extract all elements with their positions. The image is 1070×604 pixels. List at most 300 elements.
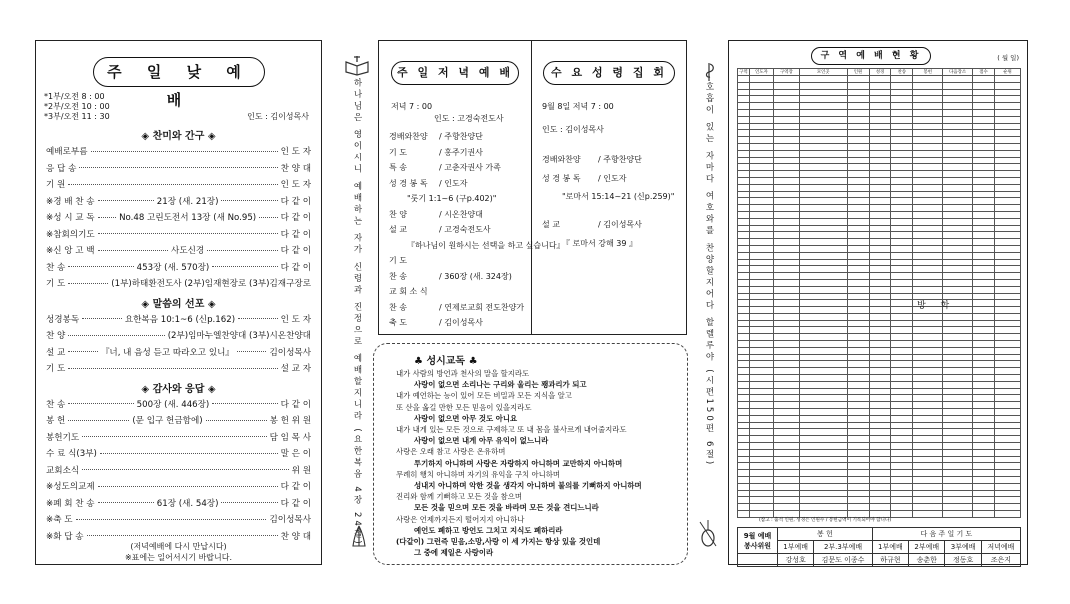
district-cell bbox=[913, 368, 943, 375]
district-cell bbox=[995, 218, 1021, 225]
district-cell bbox=[869, 490, 891, 497]
responsive-line: 무례히 행치 아니하며 자기의 유익을 구치 아니하며 bbox=[396, 469, 561, 479]
district-cell bbox=[749, 483, 773, 490]
program-person: 다 같 이 bbox=[280, 262, 311, 273]
district-cell bbox=[913, 252, 943, 259]
program-row bbox=[46, 144, 311, 158]
district-cell bbox=[913, 347, 943, 354]
district-cell bbox=[891, 395, 913, 402]
district-cell bbox=[913, 164, 943, 171]
district-cell bbox=[973, 157, 995, 164]
district-cell bbox=[891, 456, 913, 463]
district-cell bbox=[995, 497, 1021, 504]
district-cell bbox=[738, 218, 750, 225]
district-cell bbox=[891, 300, 913, 307]
district-cell bbox=[973, 273, 995, 280]
district-cell bbox=[943, 103, 973, 110]
district-cell bbox=[749, 218, 773, 225]
district-cell bbox=[738, 245, 750, 252]
district-row bbox=[738, 171, 1021, 178]
leader-dots bbox=[68, 283, 108, 284]
district-cell bbox=[799, 259, 847, 266]
district-cell bbox=[773, 422, 799, 429]
district-cell bbox=[943, 361, 973, 368]
district-cell bbox=[891, 96, 913, 103]
district-row bbox=[738, 198, 1021, 205]
district-header: 봉헌 bbox=[913, 69, 943, 76]
district-cell bbox=[973, 483, 995, 490]
district-cell bbox=[799, 191, 847, 198]
district-cell bbox=[773, 96, 799, 103]
district-row bbox=[738, 96, 1021, 103]
district-cell bbox=[799, 483, 847, 490]
district-cell bbox=[913, 232, 943, 239]
district-cell bbox=[913, 381, 943, 388]
district-cell bbox=[773, 497, 799, 504]
district-cell bbox=[749, 320, 773, 327]
district-cell bbox=[869, 76, 891, 83]
district-row bbox=[738, 375, 1021, 382]
district-cell bbox=[799, 89, 847, 96]
district-cell bbox=[773, 456, 799, 463]
district-cell bbox=[995, 320, 1021, 327]
district-cell bbox=[943, 313, 973, 320]
district-cell bbox=[847, 232, 869, 239]
program-row bbox=[46, 430, 311, 444]
district-cell bbox=[799, 334, 847, 341]
program-label: 찬 송 bbox=[46, 262, 66, 273]
district-cell bbox=[973, 259, 995, 266]
district-cell bbox=[913, 177, 943, 184]
district-cell bbox=[973, 477, 995, 484]
district-cell bbox=[847, 82, 869, 89]
program-detail: No.48 고린도전서 13장 (새 No.95) bbox=[119, 213, 257, 223]
district-cell bbox=[891, 504, 913, 511]
district-cell bbox=[749, 300, 773, 307]
program-label: 기 도 bbox=[46, 364, 66, 374]
sunday-footer-1: (저녁예배에 다시 만납시다) bbox=[130, 542, 227, 551]
district-cell bbox=[738, 232, 750, 239]
district-cell bbox=[973, 409, 995, 416]
district-cell bbox=[943, 341, 973, 348]
district-cell bbox=[973, 327, 995, 334]
district-row bbox=[738, 266, 1021, 273]
district-cell bbox=[799, 368, 847, 375]
district-row bbox=[738, 409, 1021, 416]
program-person: 봉 헌 위 원 bbox=[269, 416, 311, 426]
district-cell bbox=[943, 327, 973, 334]
district-cell bbox=[973, 368, 995, 375]
district-cell bbox=[943, 470, 973, 477]
district-row bbox=[738, 164, 1021, 171]
district-cell bbox=[891, 341, 913, 348]
district-cell bbox=[913, 225, 943, 232]
district-cell bbox=[995, 293, 1021, 300]
district-row bbox=[738, 361, 1021, 368]
district-cell bbox=[891, 109, 913, 116]
district-cell bbox=[891, 429, 913, 436]
district-row bbox=[738, 143, 1021, 150]
program-person: 다 같 이 bbox=[280, 196, 312, 207]
district-cell bbox=[995, 347, 1021, 354]
district-row bbox=[738, 123, 1021, 130]
district-cell bbox=[891, 361, 913, 368]
district-cell bbox=[847, 381, 869, 388]
district-cell bbox=[943, 245, 973, 252]
leader-dots bbox=[68, 351, 97, 352]
district-row bbox=[738, 205, 1021, 212]
district-cell bbox=[749, 463, 773, 470]
district-cell bbox=[973, 184, 995, 191]
district-header: 점수 bbox=[973, 69, 995, 76]
program-person: 다 같 이 bbox=[280, 213, 312, 223]
district-cell bbox=[749, 368, 773, 375]
district-cell bbox=[973, 76, 995, 83]
district-cell bbox=[943, 205, 973, 212]
district-cell bbox=[973, 449, 995, 456]
district-cell bbox=[869, 361, 891, 368]
district-cell bbox=[869, 375, 891, 382]
district-cell bbox=[891, 368, 913, 375]
district-cell bbox=[738, 137, 750, 144]
responsive-line: 예언도 폐하고 방언도 그치고 지식도 폐하리라 bbox=[414, 525, 563, 535]
district-cell bbox=[799, 347, 847, 354]
program-label: ※성 시 교 독 bbox=[46, 213, 95, 223]
program-row bbox=[46, 361, 311, 375]
district-cell bbox=[869, 477, 891, 484]
district-cell bbox=[943, 252, 973, 259]
district-cell bbox=[913, 157, 943, 164]
district-cell bbox=[749, 395, 773, 402]
volunteer-name: 송춘한 bbox=[909, 554, 945, 567]
district-cell bbox=[847, 273, 869, 280]
district-cell bbox=[869, 320, 891, 327]
district-cell bbox=[973, 490, 995, 497]
district-cell bbox=[943, 402, 973, 409]
district-cell bbox=[973, 205, 995, 212]
district-cell bbox=[973, 109, 995, 116]
evening-value: / 연제로교회 전도찬양가 bbox=[439, 302, 525, 312]
district-cell bbox=[913, 191, 943, 198]
district-cell bbox=[913, 313, 943, 320]
district-cell bbox=[973, 402, 995, 409]
district-cell bbox=[913, 143, 943, 150]
district-cell bbox=[847, 177, 869, 184]
section-heading: ◈ 말씀의 선포 ◈ bbox=[141, 298, 216, 310]
district-cell bbox=[749, 116, 773, 123]
program-detail: 요한복음 10:1~6 (신p.162) bbox=[124, 314, 236, 325]
district-cell bbox=[913, 116, 943, 123]
district-cell bbox=[738, 429, 750, 436]
district-cell bbox=[913, 218, 943, 225]
wednesday-row bbox=[542, 191, 674, 202]
district-cell bbox=[973, 334, 995, 341]
district-row bbox=[738, 341, 1021, 348]
district-cell bbox=[847, 89, 869, 96]
district-cell bbox=[799, 252, 847, 259]
district-cell bbox=[773, 198, 799, 205]
volunteer-name: 강성호 bbox=[778, 554, 814, 567]
district-cell bbox=[773, 109, 799, 116]
district-cell bbox=[995, 82, 1021, 89]
district-cell bbox=[738, 483, 750, 490]
district-cell bbox=[913, 211, 943, 218]
district-cell bbox=[847, 103, 869, 110]
district-cell bbox=[847, 341, 869, 348]
district-cell bbox=[995, 198, 1021, 205]
district-cell bbox=[913, 422, 943, 429]
district-cell bbox=[913, 89, 943, 96]
district-cell bbox=[913, 415, 943, 422]
district-cell bbox=[891, 245, 913, 252]
district-cell bbox=[973, 347, 995, 354]
program-person: 김이성목사 bbox=[269, 347, 311, 358]
evening-value: / 360장 (새. 324장) bbox=[439, 271, 512, 281]
district-cell bbox=[799, 239, 847, 246]
district-cell bbox=[891, 490, 913, 497]
district-cell bbox=[869, 259, 891, 266]
district-cell bbox=[943, 225, 973, 232]
district-cell bbox=[891, 211, 913, 218]
district-cell bbox=[799, 266, 847, 273]
service-time-1: *1부/오전 8 : 00 bbox=[44, 92, 105, 101]
district-row bbox=[738, 381, 1021, 388]
district-cell bbox=[943, 429, 973, 436]
district-cell bbox=[847, 150, 869, 157]
program-person: 다 같 이 bbox=[280, 246, 312, 256]
district-row bbox=[738, 82, 1021, 89]
district-cell bbox=[749, 422, 773, 429]
program-row bbox=[46, 227, 311, 241]
district-cell bbox=[869, 177, 891, 184]
violin-icon bbox=[696, 518, 720, 548]
volunteer-col-head: 1부예배 bbox=[872, 541, 908, 554]
district-cell bbox=[749, 157, 773, 164]
leader-dots bbox=[238, 318, 278, 319]
district-cell bbox=[943, 415, 973, 422]
district-cell bbox=[847, 123, 869, 130]
district-cell bbox=[847, 286, 869, 293]
district-cell bbox=[749, 354, 773, 361]
district-cell bbox=[891, 137, 913, 144]
district-cell bbox=[847, 239, 869, 246]
district-cell bbox=[891, 205, 913, 212]
volunteer-label-blank bbox=[738, 554, 778, 567]
district-cell bbox=[913, 456, 943, 463]
district-cell bbox=[738, 279, 750, 286]
program-row bbox=[46, 463, 311, 477]
district-cell bbox=[773, 470, 799, 477]
district-cell bbox=[913, 171, 943, 178]
district-cell bbox=[799, 388, 847, 395]
program-label: 성경봉독 bbox=[46, 314, 80, 325]
district-cell bbox=[738, 266, 750, 273]
district-cell bbox=[943, 409, 973, 416]
district-cell bbox=[738, 259, 750, 266]
evening-value: / 시온찬양대 bbox=[439, 209, 483, 219]
district-cell bbox=[738, 443, 750, 450]
district-row bbox=[738, 443, 1021, 450]
district-cell bbox=[869, 96, 891, 103]
district-cell bbox=[913, 266, 943, 273]
district-cell bbox=[943, 76, 973, 83]
volunteer-name: 김문도 이종수 bbox=[814, 554, 872, 567]
district-table bbox=[737, 68, 1021, 518]
district-cell bbox=[973, 300, 995, 307]
district-cell bbox=[913, 76, 943, 83]
district-cell bbox=[973, 116, 995, 123]
district-cell bbox=[869, 347, 891, 354]
district-cell bbox=[869, 211, 891, 218]
district-cell bbox=[869, 82, 891, 89]
district-cell bbox=[913, 130, 943, 137]
district-cell bbox=[847, 361, 869, 368]
district-cell bbox=[749, 76, 773, 83]
district-cell bbox=[847, 211, 869, 218]
program-row bbox=[46, 397, 311, 411]
district-cell bbox=[749, 150, 773, 157]
district-cell bbox=[973, 415, 995, 422]
district-cell bbox=[913, 511, 943, 518]
district-cell bbox=[943, 164, 973, 171]
district-cell bbox=[995, 171, 1021, 178]
district-cell bbox=[738, 150, 750, 157]
responsive-reading-panel bbox=[373, 343, 688, 565]
district-cell bbox=[799, 171, 847, 178]
district-cell bbox=[973, 211, 995, 218]
program-label: 교회소식 bbox=[46, 465, 80, 476]
district-cell bbox=[869, 293, 891, 300]
district-row bbox=[738, 347, 1021, 354]
program-detail: (1부)하태환전도사 (2부)임재현장로 (3부)김재구장로 bbox=[111, 279, 311, 289]
district-cell bbox=[738, 252, 750, 259]
program-row bbox=[46, 446, 311, 460]
program-row bbox=[46, 496, 311, 510]
wednesday-label: 성 경 봉 독 bbox=[542, 174, 581, 183]
district-cell bbox=[891, 449, 913, 456]
district-cell bbox=[773, 504, 799, 511]
district-cell bbox=[973, 436, 995, 443]
district-cell bbox=[995, 89, 1021, 96]
district-cell bbox=[847, 218, 869, 225]
evening-row bbox=[389, 302, 524, 313]
district-cell bbox=[869, 150, 891, 157]
district-cell bbox=[799, 279, 847, 286]
responsive-line: 또 산을 옮길 만한 모든 믿음이 있을지라도 bbox=[396, 402, 532, 412]
district-cell bbox=[943, 456, 973, 463]
volunteer-col-head: 2부예배 bbox=[909, 541, 945, 554]
district-cell bbox=[749, 239, 773, 246]
district-row bbox=[738, 225, 1021, 232]
district-cell bbox=[891, 279, 913, 286]
district-cell bbox=[995, 381, 1021, 388]
district-cell bbox=[773, 341, 799, 348]
district-cell bbox=[773, 429, 799, 436]
district-cell bbox=[869, 429, 891, 436]
district-cell bbox=[869, 504, 891, 511]
district-cell bbox=[738, 225, 750, 232]
district-cell bbox=[973, 177, 995, 184]
district-row bbox=[738, 354, 1021, 361]
district-cell bbox=[749, 211, 773, 218]
district-cell bbox=[749, 286, 773, 293]
section-heading: ◈ 감사와 응답 ◈ bbox=[141, 383, 216, 395]
district-cell bbox=[847, 320, 869, 327]
district-date: ( 월 일) bbox=[997, 54, 1019, 62]
wednesday-title: 수 요 성 령 집 회 bbox=[543, 61, 675, 85]
district-cell bbox=[749, 477, 773, 484]
district-cell bbox=[973, 361, 995, 368]
district-cell bbox=[738, 103, 750, 110]
offering-head: 봉 헌 bbox=[778, 528, 873, 541]
program-row bbox=[46, 328, 311, 342]
program-detail: 453장 (새. 570장) bbox=[136, 262, 210, 273]
district-cell bbox=[773, 300, 799, 307]
program-label: 설 교 bbox=[46, 347, 66, 358]
district-cell bbox=[799, 205, 847, 212]
district-cell bbox=[799, 164, 847, 171]
district-cell bbox=[943, 436, 973, 443]
district-cell bbox=[738, 368, 750, 375]
district-cell bbox=[995, 211, 1021, 218]
district-cell bbox=[799, 429, 847, 436]
district-cell bbox=[847, 409, 869, 416]
district-cell bbox=[799, 232, 847, 239]
program-row bbox=[46, 194, 311, 208]
responsive-title: ♣ 성시교독 ♣ bbox=[414, 356, 478, 367]
district-cell bbox=[943, 157, 973, 164]
district-cell bbox=[943, 279, 973, 286]
district-cell bbox=[891, 409, 913, 416]
district-cell bbox=[738, 327, 750, 334]
district-cell bbox=[869, 497, 891, 504]
district-cell bbox=[891, 483, 913, 490]
district-cell bbox=[773, 123, 799, 130]
district-cell bbox=[773, 137, 799, 144]
district-cell bbox=[913, 490, 943, 497]
district-cell bbox=[891, 463, 913, 470]
district-cell bbox=[749, 259, 773, 266]
district-cell bbox=[943, 511, 973, 518]
leader-dots bbox=[98, 217, 116, 218]
district-cell bbox=[995, 103, 1021, 110]
program-row bbox=[46, 479, 311, 493]
district-cell bbox=[773, 361, 799, 368]
district-cell bbox=[773, 313, 799, 320]
column-divider bbox=[531, 41, 532, 334]
district-cell bbox=[943, 191, 973, 198]
district-cell bbox=[847, 402, 869, 409]
district-cell bbox=[995, 334, 1021, 341]
district-header: 찬송 bbox=[891, 69, 913, 76]
district-cell bbox=[799, 286, 847, 293]
district-cell bbox=[869, 313, 891, 320]
district-cell bbox=[847, 354, 869, 361]
district-cell bbox=[995, 273, 1021, 280]
district-cell bbox=[847, 279, 869, 286]
district-cell bbox=[995, 341, 1021, 348]
district-cell bbox=[749, 504, 773, 511]
district-cell bbox=[799, 381, 847, 388]
district-cell bbox=[891, 334, 913, 341]
district-cell bbox=[749, 177, 773, 184]
district-cell bbox=[799, 143, 847, 150]
district-cell bbox=[995, 157, 1021, 164]
leader-dots bbox=[98, 200, 154, 201]
evening-row bbox=[389, 209, 483, 220]
district-cell bbox=[749, 198, 773, 205]
district-cell bbox=[773, 381, 799, 388]
